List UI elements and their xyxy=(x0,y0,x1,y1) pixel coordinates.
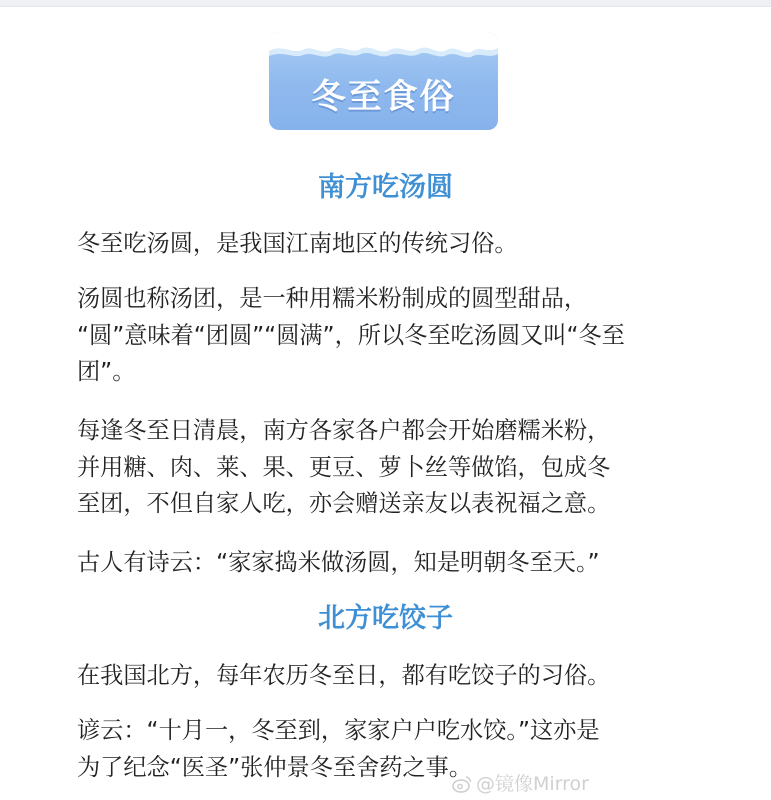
paragraph-line: 团”。 xyxy=(77,358,136,385)
paragraph-line: 古人有诗云：“家家捣米做汤圆，知是明朝冬至天。” xyxy=(77,549,600,576)
weibo-icon xyxy=(452,774,472,794)
section-heading-south: 南方吃汤圆 xyxy=(318,172,453,203)
section-heading-north: 北方吃饺子 xyxy=(318,603,453,634)
paragraph xyxy=(77,658,697,695)
paragraph xyxy=(77,713,697,786)
banner xyxy=(269,32,498,130)
paragraph xyxy=(77,281,697,391)
paragraph xyxy=(77,413,697,523)
paragraph xyxy=(77,545,697,582)
watermark xyxy=(452,770,589,798)
paragraph xyxy=(77,226,697,263)
paragraph-line: 汤圆也称汤团，是一种用糯米粉制成的圆型甜品， xyxy=(77,285,588,312)
top-divider xyxy=(0,0,771,7)
paragraph-line: 并用糖、肉、莱、果、更豆、萝卜丝等做馅，包成冬 xyxy=(77,453,611,481)
paragraph-line: 为了纪念“医圣”张仲景冬至舍药之事。 xyxy=(77,753,473,781)
paragraph-line: 谚云：“十月一，冬至到，家家户户吃水饺。”这亦是 xyxy=(77,717,600,744)
watermark-text: @镜像Mirror xyxy=(476,773,589,795)
paragraph-line: 在我国北方，每年农历冬至日，都有吃饺子的习俗。 xyxy=(77,662,611,689)
banner-title: 冬至食俗 xyxy=(311,77,456,117)
paragraph-line: 至团，不但自家人吃，亦会赠送亲友以表祝福之意。 xyxy=(77,490,611,517)
paragraph-line: 冬至吃汤圆，是我国江南地区的传统习俗。 xyxy=(77,230,518,257)
paragraph-line: 每逢冬至日清晨，南方各家各户都会开始磨糯米粉， xyxy=(77,417,611,444)
paragraph-line: “圆”意味着“团圆”“圆满”，所以冬至吃汤圆又叫“冬至 xyxy=(77,321,625,349)
snow-cap-decoration xyxy=(269,32,498,72)
